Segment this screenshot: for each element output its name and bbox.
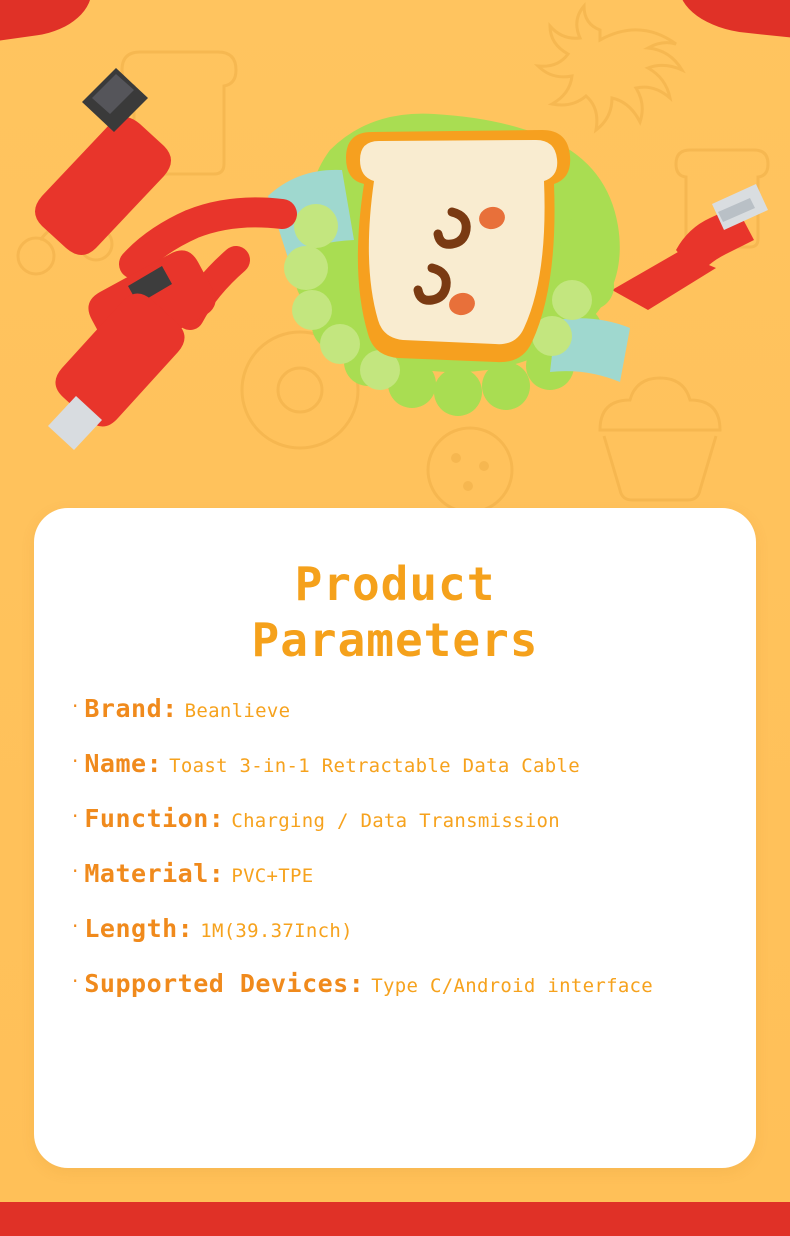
bullet-icon: · xyxy=(72,859,79,883)
parameter-value-name: Toast 3-in-1 Retractable Data Cable xyxy=(169,755,580,777)
parameter-row-function xyxy=(72,804,756,833)
page-title-line2: Parameters xyxy=(251,613,539,667)
parameter-label-name: Name: xyxy=(84,749,163,778)
parameter-row-supported-devices xyxy=(72,969,756,998)
parameter-row-brand xyxy=(72,694,756,723)
type-c-connector xyxy=(35,68,171,255)
bullet-icon: · xyxy=(72,749,79,773)
parameter-value-function: Charging / Data Transmission xyxy=(231,810,561,832)
toast-face xyxy=(346,130,570,362)
parameter-label-supported-devices: Supported Devices: xyxy=(84,969,365,998)
parameters-list xyxy=(34,694,756,998)
parameter-value-material: PVC+TPE xyxy=(231,865,314,887)
product-parameters-card xyxy=(34,508,756,1168)
lightning-connector xyxy=(48,293,185,450)
parameter-label-length: Length: xyxy=(84,914,194,943)
bullet-icon: · xyxy=(72,914,79,938)
parameter-row-length xyxy=(72,914,756,943)
parameter-label-brand: Brand: xyxy=(84,694,178,723)
parameter-row-material xyxy=(72,859,756,888)
parameter-label-function: Function: xyxy=(84,804,225,833)
page-title xyxy=(34,508,756,668)
usb-a-connector xyxy=(612,184,768,310)
parameter-value-length: 1M(39.37Inch) xyxy=(200,920,353,942)
product-hero-image xyxy=(0,0,790,510)
bullet-icon: · xyxy=(72,694,79,718)
bullet-icon: · xyxy=(72,969,79,993)
page-title-line1: Product xyxy=(294,557,496,611)
bottom-red-bar xyxy=(0,1202,790,1236)
parameter-value-supported-devices: Type C/Android interface xyxy=(371,975,654,997)
parameter-label-material: Material: xyxy=(84,859,225,888)
bullet-icon: · xyxy=(72,804,79,828)
parameter-value-brand: Beanlieve xyxy=(184,700,291,722)
parameter-row-name xyxy=(72,749,756,778)
